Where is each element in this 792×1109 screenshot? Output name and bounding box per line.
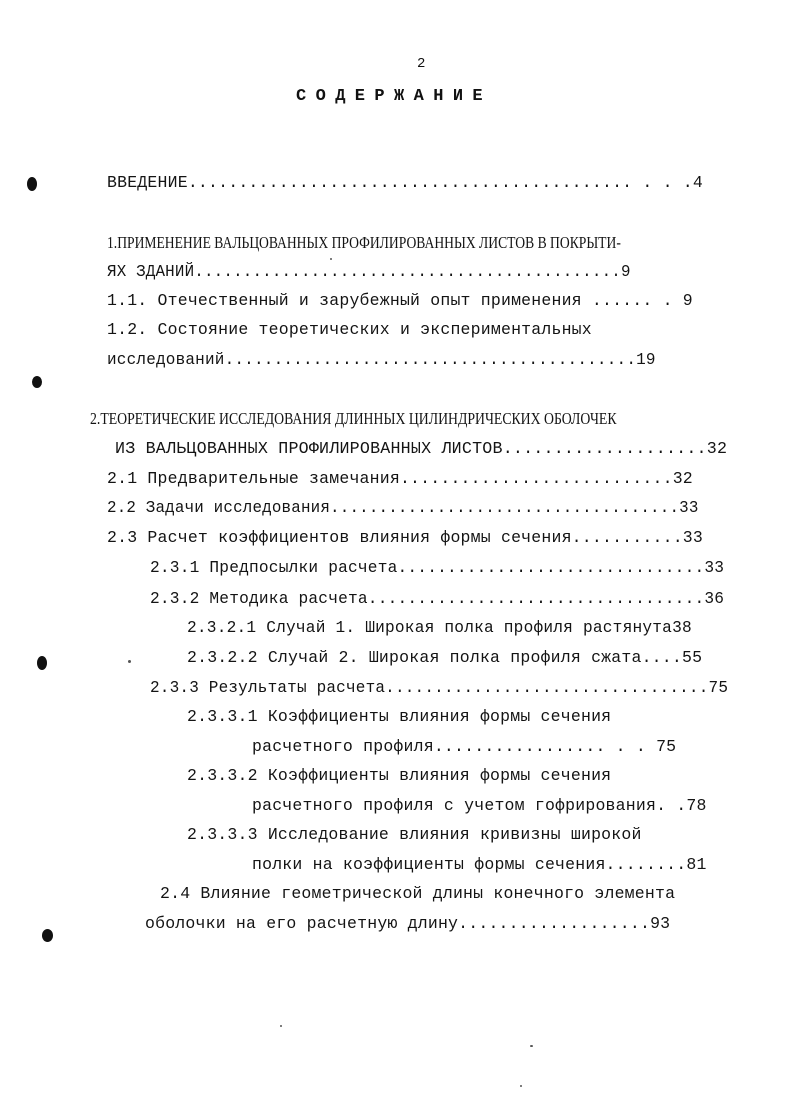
toc-line-chapter-2-cont: ИЗ ВАЛЬЦОВАННЫХ ПРОФИЛИРОВАННЫХ ЛИСТОВ....................32 — [115, 439, 728, 458]
toc-line-2-3-3-2: 2.3.3.2 Коэффициенты влияния формы сечения — [187, 766, 612, 785]
toc-line-chapter-1: 1.ПРИМЕНЕНИЕ ВАЛЬЦОВАННЫХ ПРОФИЛИРОВАННЫХ ЛИСТОВ В ПОКРЫТИ- — [107, 233, 621, 252]
toc-line-1-2-cont: исследований..........................................19 — [107, 350, 656, 369]
toc-line-2-3-3-1-cont: расчетного профиля................. . . 75 — [252, 737, 677, 756]
toc-line-1-1: 1.1. Отечественный и зарубежный опыт применения ...... . 9 — [107, 291, 693, 310]
scan-speck — [330, 258, 332, 260]
toc-line-chapter-1-cont: ЯХ ЗДАНИЙ............................................9 — [107, 262, 631, 281]
toc-line-2-3-2-2: 2.3.2.2 Случай 2. Широкая полка профиля сжата....55 — [187, 648, 703, 667]
toc-line-2-3-2-1: 2.3.2.1 Случай 1. Широкая полка профиля растянута38 — [187, 618, 692, 637]
toc-line-1-2: 1.2. Состояние теоретических и экспериментальных — [107, 320, 592, 339]
toc-line-2-4-cont: оболочки на его расчетную длину...................93 — [145, 914, 671, 933]
toc-line-2-3: 2.3 Расчет коэффициентов влияния формы сечения...........33 — [107, 528, 703, 547]
punch-hole-mark — [27, 177, 37, 191]
scan-speck — [280, 1025, 282, 1027]
scan-speck — [520, 1085, 522, 1087]
toc-line-2-3-2: 2.3.2 Методика расчета..................................36 — [150, 589, 725, 608]
toc-line-2-4: 2.4 Влияние геометрической длины конечного элемента — [160, 884, 676, 903]
punch-hole-mark — [37, 656, 47, 670]
toc-line-2-3-3: 2.3.3 Результаты расчета.................................75 — [150, 678, 729, 697]
punch-hole-mark — [32, 376, 42, 388]
scan-speck — [128, 660, 131, 663]
toc-line-2-3-3-1: 2.3.3.1 Коэффициенты влияния формы сечения — [187, 707, 612, 726]
toc-line-2-3-3-3-cont: полки на коэффициенты формы сечения........81 — [252, 855, 707, 874]
page-title: СОДЕРЖАНИЕ — [296, 87, 493, 106]
punch-hole-mark — [42, 929, 53, 942]
toc-line-2-3-1: 2.3.1 Предпосылки расчета...............................33 — [150, 558, 725, 577]
toc-line-introduction: ВВЕДЕНИЕ............................................ . . .4 — [107, 173, 703, 192]
toc-line-2-2: 2.2 Задачи исследования....................................33 — [107, 498, 699, 517]
page-number: 2 — [417, 56, 426, 72]
toc-line-chapter-2: 2.ТЕОРЕТИЧЕСКИЕ ИССЛЕДОВАНИЯ ДЛИННЫХ ЦИЛИНДРИЧЕСКИХ ОБОЛОЧЕК — [90, 409, 617, 428]
toc-line-2-1: 2.1 Предварительные замечания...........................32 — [107, 469, 693, 488]
scan-speck — [530, 1045, 533, 1047]
toc-line-2-3-3-2-cont: расчетного профиля с учетом гофрирования. .78 — [252, 796, 707, 815]
toc-line-2-3-3-3: 2.3.3.3 Исследование влияния кривизны широкой — [187, 825, 642, 844]
